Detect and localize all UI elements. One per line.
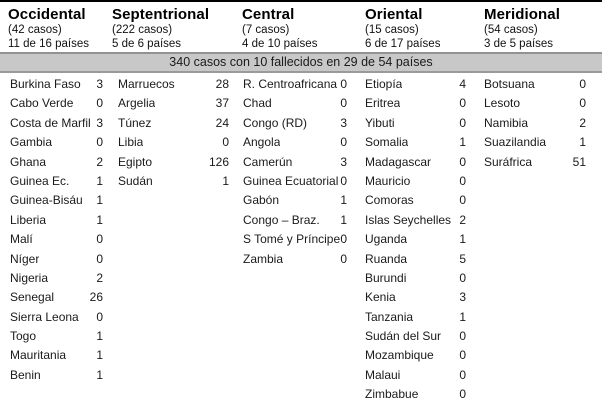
- country-row: [365, 75, 484, 94]
- country-row: [8, 114, 112, 133]
- case-count: 0: [96, 232, 103, 247]
- case-count: 3: [340, 154, 347, 169]
- case-count: 1: [579, 135, 586, 150]
- country-name: Angola: [243, 135, 281, 150]
- country-row: [365, 230, 484, 249]
- region-cases: (15 casos): [365, 24, 419, 36]
- country-name: Tanzania: [365, 309, 414, 324]
- case-count: 0: [459, 115, 466, 130]
- case-count: 0: [340, 77, 347, 91]
- country-row: [365, 269, 484, 288]
- country-row: [484, 133, 602, 152]
- country-name: Guinea Ec.: [10, 173, 70, 188]
- country-name: Costa de Marfil: [10, 115, 91, 130]
- country-name: Cabo Verde: [10, 96, 74, 111]
- region-cases: (54 casos): [484, 24, 538, 36]
- country-name: Namibia: [484, 115, 529, 130]
- country-name: Sierra Leona: [10, 309, 79, 324]
- region-cases: (42 casos): [8, 24, 62, 36]
- country-name: Suazilandia: [484, 135, 547, 150]
- country-list-occidental: [8, 75, 112, 385]
- country-row: [112, 94, 242, 113]
- case-count: 1: [222, 173, 229, 188]
- country-name: Congo – Braz.: [243, 212, 320, 227]
- country-name: Liberia: [10, 212, 47, 227]
- case-count: 0: [459, 96, 466, 111]
- country-row: [365, 288, 484, 307]
- country-name: Gambia: [10, 135, 53, 150]
- case-count: 1: [340, 193, 347, 208]
- country-row: [365, 153, 484, 172]
- case-count: 0: [340, 232, 347, 247]
- country-row: [484, 75, 602, 94]
- case-count: 24: [215, 115, 229, 130]
- region-countries: 5 de 6 países: [112, 38, 182, 50]
- summary-banner: 340 casos con 10 fallecidos en 29 de 54 países: [0, 52, 602, 73]
- country-name: S Tomé y Príncipe: [243, 232, 341, 247]
- case-count: 1: [96, 193, 103, 208]
- region-header-central: [242, 6, 365, 51]
- country-row: [112, 172, 242, 191]
- country-row: [8, 153, 112, 172]
- region-countries: 11 de 16 países: [8, 38, 89, 50]
- case-count: 4: [459, 77, 466, 91]
- country-name: Níger: [10, 251, 40, 266]
- country-name: Somalia: [365, 135, 409, 150]
- country-name: Libia: [118, 135, 144, 150]
- region-name: Central: [242, 6, 295, 23]
- region-name: Septentrional: [112, 6, 210, 23]
- country-name: Islas Seychelles: [365, 212, 452, 227]
- country-list-meridional: [484, 75, 602, 172]
- country-name: Marruecos: [118, 77, 175, 91]
- country-row: [484, 114, 602, 133]
- country-row: [242, 114, 365, 133]
- country-name: Lesoto: [484, 96, 521, 111]
- country-row: [242, 94, 365, 113]
- case-count: 0: [459, 193, 466, 208]
- case-count: 0: [459, 329, 466, 344]
- country-row: [112, 114, 242, 133]
- case-count: 3: [96, 77, 103, 91]
- country-name: Togo: [10, 329, 37, 344]
- country-row: [365, 133, 484, 152]
- country-row: [365, 346, 484, 365]
- country-row: [484, 153, 602, 172]
- country-name: Burkina Faso: [10, 77, 81, 91]
- region-name: Oriental: [365, 6, 423, 23]
- country-row: [242, 211, 365, 230]
- country-row: [8, 288, 112, 307]
- case-count: 1: [340, 212, 347, 227]
- country-row: [365, 385, 484, 404]
- case-count: 126: [208, 154, 229, 169]
- case-count: 2: [459, 212, 466, 227]
- case-count: 0: [459, 348, 466, 363]
- case-count: 0: [96, 96, 103, 111]
- case-count: 0: [459, 270, 466, 285]
- country-row: [8, 172, 112, 191]
- country-name: Ruanda: [365, 251, 408, 266]
- country-row: [8, 211, 112, 230]
- country-name: Chad: [243, 96, 272, 111]
- country-name: Madagascar: [365, 154, 432, 169]
- case-count: 0: [579, 77, 586, 91]
- case-count: 0: [459, 173, 466, 188]
- country-name: Malí: [10, 232, 33, 247]
- country-name: Gabón: [243, 193, 280, 208]
- country-row: [484, 94, 602, 113]
- case-count: 0: [579, 96, 586, 111]
- case-count: 1: [96, 212, 103, 227]
- region-countries: 6 de 17 países: [365, 38, 441, 50]
- country-name: Mauricio: [365, 173, 411, 188]
- case-count: 0: [96, 135, 103, 150]
- case-count: 1: [96, 348, 103, 363]
- region-header-occidental: [8, 6, 112, 51]
- case-count: 2: [96, 154, 103, 169]
- case-count: 0: [222, 135, 229, 150]
- country-row: [8, 133, 112, 152]
- country-row: [365, 172, 484, 191]
- case-count: 0: [96, 309, 103, 324]
- case-count: 5: [459, 251, 466, 266]
- country-row: [365, 94, 484, 113]
- case-count: 3: [96, 115, 103, 130]
- country-row: [8, 327, 112, 346]
- country-list-septentrional: [112, 75, 242, 191]
- country-name: Argelia: [118, 96, 156, 111]
- country-name: Uganda: [365, 232, 408, 247]
- table-body: [0, 73, 602, 405]
- case-count: 0: [340, 135, 347, 150]
- country-name: Zimbabue: [365, 387, 419, 402]
- country-name: Camerún: [243, 154, 293, 169]
- country-row: [8, 75, 112, 94]
- region-header-oriental: [365, 6, 484, 51]
- country-name: Suráfrica: [484, 154, 533, 169]
- country-list-central: [242, 75, 365, 269]
- region-header-meridional: [484, 6, 602, 51]
- country-row: [365, 308, 484, 327]
- country-name: Mozambique: [365, 348, 434, 363]
- case-count: 0: [459, 367, 466, 382]
- case-count: 3: [459, 290, 466, 305]
- country-row: [365, 211, 484, 230]
- country-name: Yibuti: [365, 115, 395, 130]
- country-row: [365, 250, 484, 269]
- country-row: [365, 114, 484, 133]
- case-count: 1: [459, 135, 466, 150]
- case-count: 37: [215, 96, 229, 111]
- country-name: Ghana: [10, 154, 47, 169]
- country-row: [8, 346, 112, 365]
- case-count: 28: [215, 77, 229, 91]
- region-cases: (7 casos): [242, 24, 290, 36]
- case-count: 0: [96, 251, 103, 266]
- country-row: [8, 269, 112, 288]
- country-name: Eritrea: [365, 96, 401, 111]
- region-cases: (222 casos): [112, 24, 173, 36]
- country-row: [365, 366, 484, 385]
- country-row: [8, 308, 112, 327]
- country-name: Zambia: [243, 251, 284, 266]
- case-count: 0: [459, 387, 466, 402]
- country-row: [365, 191, 484, 210]
- country-name: Guinea-Bisáu: [10, 193, 83, 208]
- country-name: Mauritania: [10, 348, 67, 363]
- country-list-oriental: [365, 75, 484, 405]
- case-count: 0: [340, 96, 347, 111]
- country-row: [8, 94, 112, 113]
- country-row: [8, 191, 112, 210]
- country-row: [242, 133, 365, 152]
- country-name: Nigeria: [10, 270, 49, 285]
- case-count: 26: [89, 290, 103, 305]
- case-count: 3: [340, 115, 347, 130]
- country-row: [242, 153, 365, 172]
- case-count: 2: [579, 115, 586, 130]
- country-name: Burundi: [365, 270, 407, 285]
- case-count: 2: [96, 270, 103, 285]
- country-row: [242, 75, 365, 94]
- country-name: Túnez: [118, 115, 152, 130]
- country-row: [365, 327, 484, 346]
- country-name: Comoras: [365, 193, 414, 208]
- region-countries: 4 de 10 países: [242, 38, 318, 50]
- table-header: [0, 2, 602, 52]
- region-countries: 3 de 5 países: [484, 38, 554, 50]
- country-row: [112, 75, 242, 94]
- country-name: Benin: [10, 367, 41, 382]
- case-count: 51: [572, 154, 586, 169]
- case-count: 0: [459, 154, 466, 169]
- country-name: Sudán del Sur: [365, 329, 442, 344]
- country-row: [8, 366, 112, 385]
- region-name: Meridional: [484, 6, 561, 23]
- country-name: Kenia: [365, 290, 396, 305]
- case-count: 1: [96, 367, 103, 382]
- country-row: [242, 250, 365, 269]
- country-row: [8, 250, 112, 269]
- country-row: [242, 191, 365, 210]
- country-name: R. Centroafricana: [243, 77, 338, 91]
- country-name: Botsuana: [484, 77, 535, 91]
- country-name: Guinea Ecuatorial: [243, 173, 339, 188]
- country-row: [112, 133, 242, 152]
- country-name: Egipto: [118, 154, 153, 169]
- country-name: Sudán: [118, 173, 153, 188]
- country-name: Senegal: [10, 290, 55, 305]
- country-row: [242, 230, 365, 249]
- case-count: 1: [96, 329, 103, 344]
- region-name: Occidental: [8, 6, 86, 23]
- country-row: [242, 172, 365, 191]
- case-count: 0: [340, 251, 347, 266]
- case-count: 1: [96, 173, 103, 188]
- country-row: [112, 153, 242, 172]
- case-count: 0: [340, 173, 347, 188]
- country-name: Malaui: [365, 367, 401, 382]
- country-name: Congo (RD): [243, 115, 308, 130]
- case-count: 1: [459, 309, 466, 324]
- case-count: 1: [459, 232, 466, 247]
- country-row: [8, 230, 112, 249]
- region-header-septentrional: [112, 6, 242, 51]
- country-name: Etiopía: [365, 77, 403, 91]
